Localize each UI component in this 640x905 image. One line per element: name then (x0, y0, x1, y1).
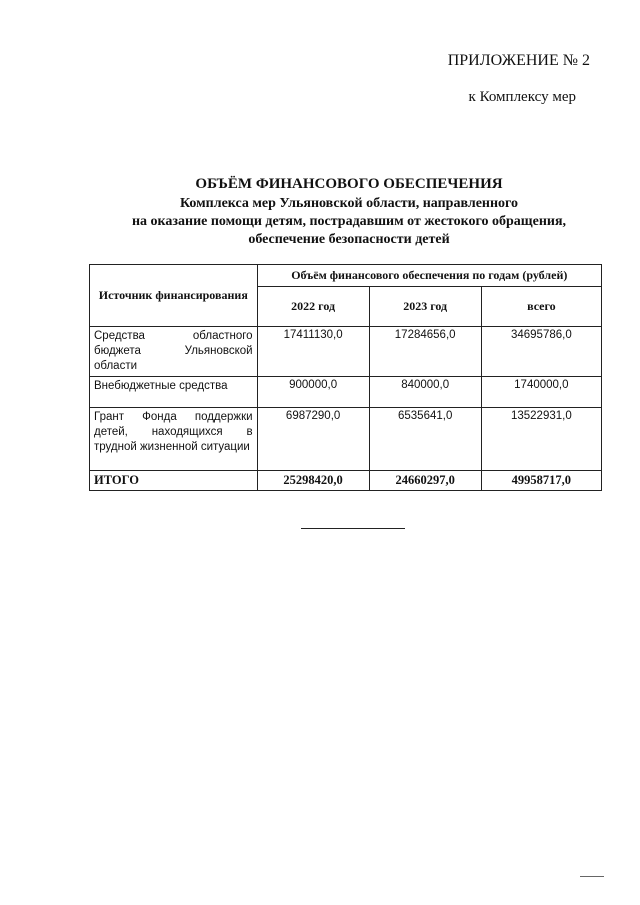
row-value-2023: 17284656,0 (369, 327, 481, 377)
row-value-2022: 6987290,0 (257, 408, 369, 471)
source-header: Источник финансирования (90, 265, 258, 327)
row-value-2022: 17411130,0 (257, 327, 369, 377)
heading-line-1: Комплекса мер Ульяновской области, направленного (179, 196, 519, 211)
total-label: ИТОГО (90, 471, 258, 491)
total-value-total: 49958717,0 (481, 471, 601, 491)
row-value-2023: 6535641,0 (369, 408, 481, 471)
corner-mark (580, 876, 604, 877)
row-source: Грант Фонда поддержки детей, находящихся в трудной жизненной ситуации (90, 408, 258, 471)
table-row (90, 327, 602, 377)
row-value-2022: 900000,0 (257, 377, 369, 408)
heading-line-3: обеспечение безопасности детей (248, 232, 450, 247)
appendix-title: ПРИЛОЖЕНИЕ № 2 (447, 52, 590, 69)
total-value-2023: 24660297,0 (369, 471, 481, 491)
table-row (90, 377, 602, 408)
column-header-total: всего (481, 287, 601, 327)
table-total-row (90, 471, 602, 491)
table-header-row (90, 265, 602, 287)
total-value-2022: 25298420,0 (257, 471, 369, 491)
row-value-total: 1740000,0 (481, 377, 601, 408)
end-divider (301, 528, 405, 529)
row-source: Средства областного бюджета Ульяновской области (90, 327, 258, 377)
group-header: Объём финансового обеспечения по годам (рублей) (257, 265, 601, 287)
row-source: Внебюджетные средства (90, 377, 258, 408)
financing-table (89, 264, 602, 491)
column-header-2022: 2022 год (257, 287, 369, 327)
row-value-2023: 840000,0 (369, 377, 481, 408)
table-row (90, 408, 602, 471)
row-value-total: 34695786,0 (481, 327, 601, 377)
row-value-total: 13522931,0 (481, 408, 601, 471)
heading-main: ОБЪЁМ ФИНАНСОВОГО ОБЕСПЕЧЕНИЯ (195, 176, 503, 192)
appendix-subtitle: к Комплексу мер (468, 89, 576, 105)
column-header-2023: 2023 год (369, 287, 481, 327)
document-heading (60, 176, 638, 249)
heading-line-2: на оказание помощи детям, пострадавшим от жестокого обращения, (131, 214, 567, 229)
